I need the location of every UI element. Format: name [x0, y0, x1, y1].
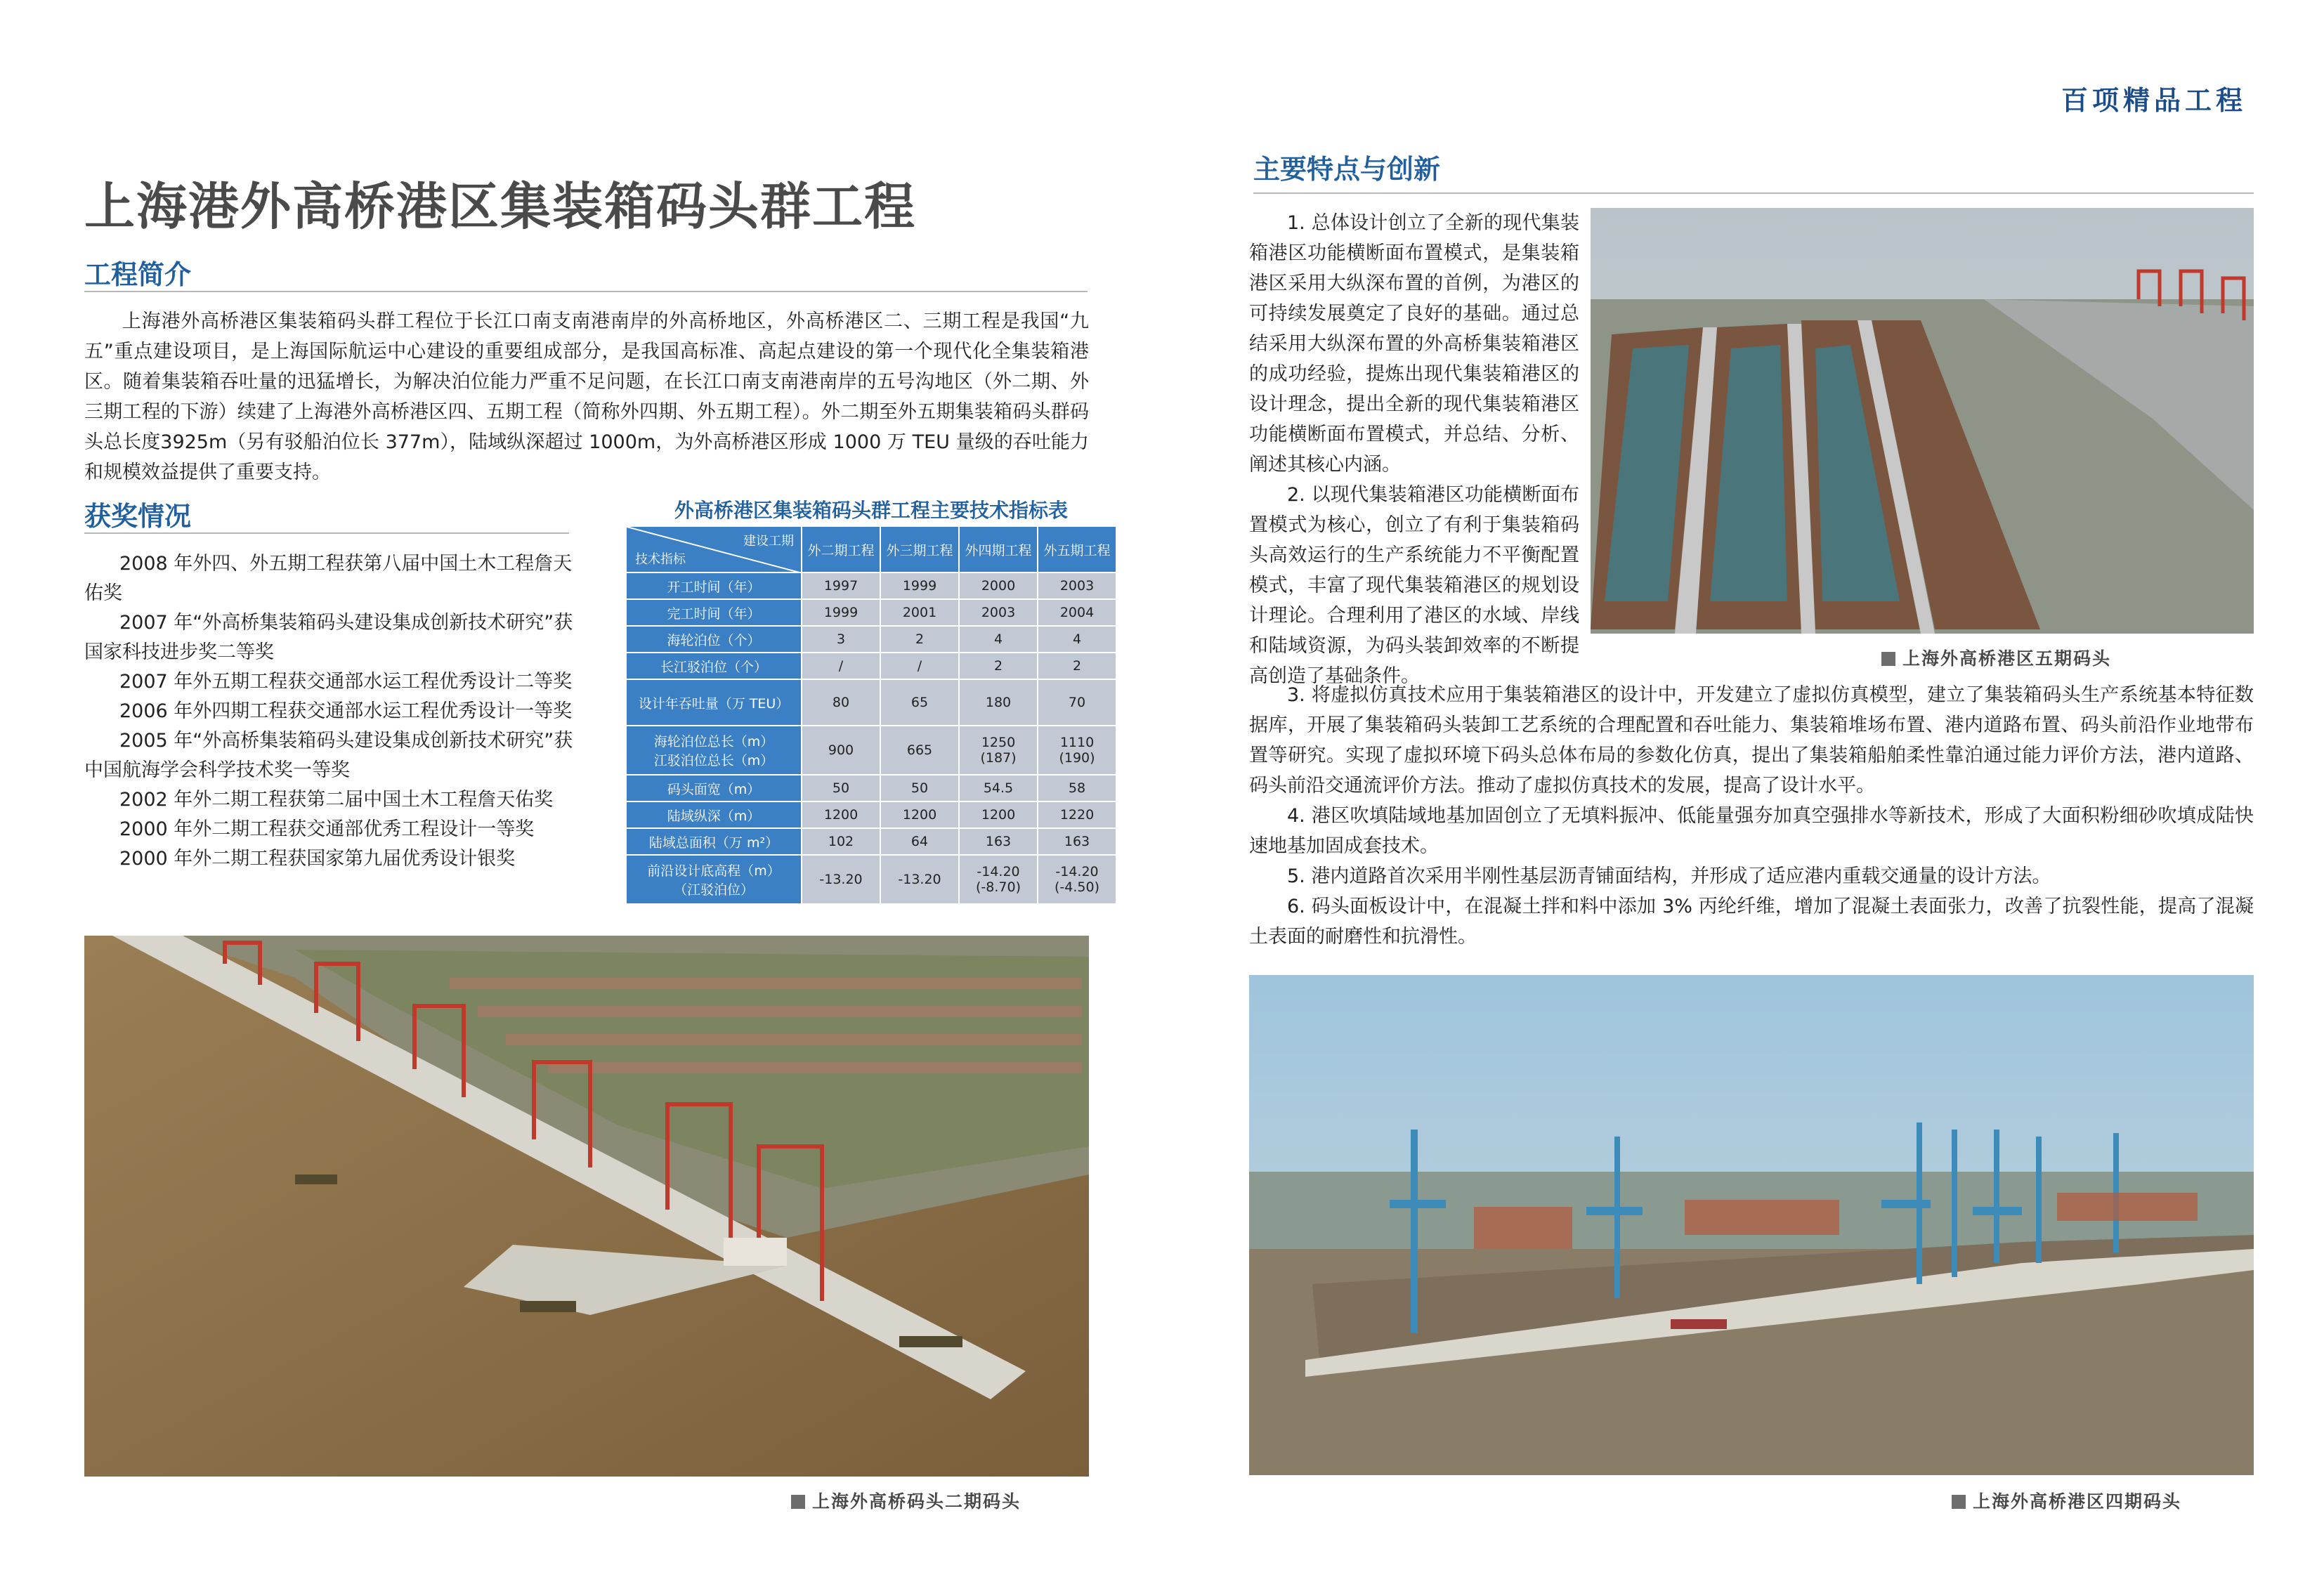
table-cell: 180	[959, 679, 1038, 726]
award-item: 2007 年外五期工程获交通部水运工程优秀设计二等奖	[119, 671, 573, 693]
table-cell: 1250 (187)	[959, 726, 1038, 775]
table-row	[626, 599, 1116, 626]
spec-table	[625, 525, 1117, 905]
table-cell: 54.5	[959, 775, 1038, 801]
column-header: 外二期工程	[802, 526, 880, 572]
award-item: 2005 年“外高桥集装箱码头建设集成创新技术研究”获中国航海学会科学技术奖一等奖	[84, 730, 573, 781]
feature-paragraph: 1. 总体设计创立了全新的现代集装箱港区功能横断面布置模式，是集装箱港区采用大纵深布置的首例，为港区的可持续发展奠定了良好的基础。通过总结采用大纵深布置的外高桥集装箱港区的成功经验，提炼出现代集装箱港区的设计理念，提出全新的现代集装箱港区功能横断面布置模式，并总结、分析、阐述其核心内涵。	[1249, 212, 1579, 476]
award-item: 2002 年外二期工程获第二届中国土木工程詹天佑奖	[119, 789, 554, 811]
table-cell: -14.20 (-8.70)	[959, 855, 1038, 904]
row-label: 前沿设计底高程（m） （江驳泊位）	[626, 855, 802, 904]
table-cell: 1220	[1038, 801, 1116, 828]
row-label: 设计年吞吐量（万 TEU）	[626, 679, 802, 726]
table-cell: /	[802, 653, 880, 679]
intro-rule	[84, 291, 1088, 292]
column-header: 外三期工程	[880, 526, 959, 572]
phase2-photo	[84, 936, 1089, 1477]
phase5-photo	[1591, 208, 2254, 634]
table-cell: -13.20	[802, 855, 880, 904]
table-cell: 50	[802, 775, 880, 801]
table-cell: 2001	[880, 599, 959, 626]
table-cell: 4	[959, 626, 1038, 653]
row-label: 开工时间（年）	[626, 572, 802, 599]
table-header-row	[626, 526, 1116, 572]
features-heading: 主要特点与创新	[1253, 154, 1441, 185]
table-cell: 58	[1038, 775, 1116, 801]
table-cell: 1200	[802, 801, 880, 828]
awards-list	[84, 549, 576, 874]
table-cell: 1997	[802, 572, 880, 599]
phase4-caption: 上海外高桥港区四期码头	[1952, 1488, 2181, 1513]
table-cell: 2000	[959, 572, 1038, 599]
table-cell: 2	[1038, 653, 1116, 679]
award-item: 2006 年外四期工程获交通部水运工程优秀设计一等奖	[119, 700, 573, 722]
table-body	[626, 572, 1116, 904]
row-label: 码头面宽（m）	[626, 775, 802, 801]
table-row	[626, 855, 1116, 904]
table-cell: -13.20	[880, 855, 959, 904]
feature-paragraph: 2. 以现代集装箱港区功能横断面布置模式为核心，创立了有利于集装箱码头高效运行的生产系统能力不平衡配置模式，丰富了现代集装箱港区的规划设计理论。合理利用了港区的水域、岸线和陆域资源，为码头装卸效率的不断提高创造了基础条件。	[1249, 484, 1579, 687]
intro-heading: 工程简介	[84, 259, 192, 290]
award-item: 2000 年外二期工程获交通部优秀工程设计一等奖	[119, 818, 535, 840]
feature-paragraph: 5. 港内道路首次采用半刚性基层沥青铺面结构，并形成了适应港内重载交通量的设计方法。	[1287, 865, 2051, 887]
table-cell: 1999	[880, 572, 959, 599]
table-cell: 70	[1038, 679, 1116, 726]
row-label: 长江驳泊位（个）	[626, 653, 802, 679]
features-rule	[1253, 192, 2254, 194]
awards-rule	[84, 532, 569, 534]
awards-heading: 获奖情况	[84, 501, 192, 532]
table-row	[626, 828, 1116, 855]
column-header: 外五期工程	[1038, 526, 1116, 572]
table-cell: 50	[880, 775, 959, 801]
table-cell: 163	[959, 828, 1038, 855]
row-label: 陆域纵深（m）	[626, 801, 802, 828]
features-text-top	[1249, 208, 1579, 691]
corner-bottom-label: 技术指标	[635, 552, 686, 567]
feature-paragraph: 3. 将虚拟仿真技术应用于集装箱港区的设计中，开发建立了虚拟仿真模型，建立了集装箱码头生产系统基本特征数据库，开展了集装箱码头装卸工艺系统的合理配置和吞吐能力、集装箱堆场布置、港内道路布置、码头前沿作业地带布置等研究。实现了虚拟环境下码头总体布局的参数化仿真，提出了集装箱船舶柔性靠泊通过能力评价方法，港内道路、码头前沿交通流评价方法。推动了虚拟仿真技术的发展，提高了设计水平。	[1249, 684, 2254, 797]
table-row	[626, 626, 1116, 653]
row-label: 海轮泊位（个）	[626, 626, 802, 653]
table-cell: 2003	[959, 599, 1038, 626]
award-item: 2007 年“外高桥集装箱码头建设集成创新技术研究”获国家科技进步奖二等奖	[84, 612, 573, 663]
table-title: 外高桥港区集装箱码头群工程主要技术指标表	[674, 499, 1068, 522]
table-cell: -14.20 (-4.50)	[1038, 855, 1116, 904]
table-cell: 900	[802, 726, 880, 775]
table-cell: 2003	[1038, 572, 1116, 599]
series-tag: 百项精品工程	[2061, 84, 2247, 116]
table-corner-cell	[626, 526, 802, 572]
table-row	[626, 653, 1116, 679]
table-row	[626, 775, 1116, 801]
table-cell: 4	[1038, 626, 1116, 653]
table-cell: 1999	[802, 599, 880, 626]
phase4-photo	[1249, 975, 2254, 1475]
table-row	[626, 801, 1116, 828]
award-item: 2008 年外四、外五期工程获第八届中国土木工程詹天佑奖	[84, 553, 573, 604]
feature-paragraph: 6. 码头面板设计中，在混凝土拌和料中添加 3% 丙纶纤维，增加了混凝土表面张力，改善了抗裂性能，提高了混凝土表面的耐磨性和抗滑性。	[1249, 896, 2254, 948]
award-item: 2000 年外二期工程获国家第九届优秀设计银奖	[119, 848, 516, 870]
page-title: 上海港外高桥港区集装箱码头群工程	[84, 177, 917, 236]
intro-paragraph: 上海港外高桥港区集装箱码头群工程位于长江口南支南港南岸的外高桥地区，外高桥港区二、三期工程是我国“九五”重点建设项目，是上海国际航运中心建设的重要组成部分，是我国高标准、高起点建设的第一个现代化全集装箱港区。随着集装箱吞吐量的迅猛增长，为解决泊位能力严重不足问题，在长江口南支南港南岸的五号沟地区（外二期、外三期工程的下游）续建了上海港外高桥港区四、五期工程（简称外四期、外五期工程）。外二期至外五期集装箱码头群码头总长度3925m（另有驳船泊位长 377m），陆域纵深超过 1000m，为外高桥港区形成 1000 万 TEU 量级的吞吐能力和规模效益提供了重要支持。	[84, 310, 1089, 483]
table-row	[626, 572, 1116, 599]
table-row	[626, 726, 1116, 775]
corner-top-label: 建设工期	[743, 534, 794, 549]
right-page	[1162, 0, 2324, 1577]
column-header: 外四期工程	[959, 526, 1038, 572]
table-cell: 2004	[1038, 599, 1116, 626]
phase5-caption: 上海外高桥港区五期码头	[1881, 645, 2111, 670]
phase2-caption: 上海外高桥码头二期码头	[791, 1488, 1021, 1513]
table-cell: 64	[880, 828, 959, 855]
row-label: 完工时间（年）	[626, 599, 802, 626]
table-cell: 163	[1038, 828, 1116, 855]
feature-paragraph: 4. 港区吹填陆域地基加固创立了无填料振冲、低能量强夯加真空强排水等新技术，形成了大面积粉细砂吹填成陆快速地基加固成套技术。	[1249, 805, 2254, 857]
table-cell: 1200	[880, 801, 959, 828]
row-label: 陆域总面积（万 m²）	[626, 828, 802, 855]
table-cell: 102	[802, 828, 880, 855]
table-cell: /	[880, 653, 959, 679]
table-cell: 1200	[959, 801, 1038, 828]
row-label: 海轮泊位总长（m） 江驳泊位总长（m）	[626, 726, 802, 775]
features-text-bottom	[1249, 680, 2254, 952]
table-cell: 3	[802, 626, 880, 653]
table-cell: 2	[959, 653, 1038, 679]
table-cell: 65	[880, 679, 959, 726]
table-cell: 665	[880, 726, 959, 775]
table-cell: 80	[802, 679, 880, 726]
table-cell: 2	[880, 626, 959, 653]
table-cell: 1110 (190)	[1038, 726, 1116, 775]
table-row	[626, 679, 1116, 726]
intro-text-block	[84, 306, 1089, 488]
